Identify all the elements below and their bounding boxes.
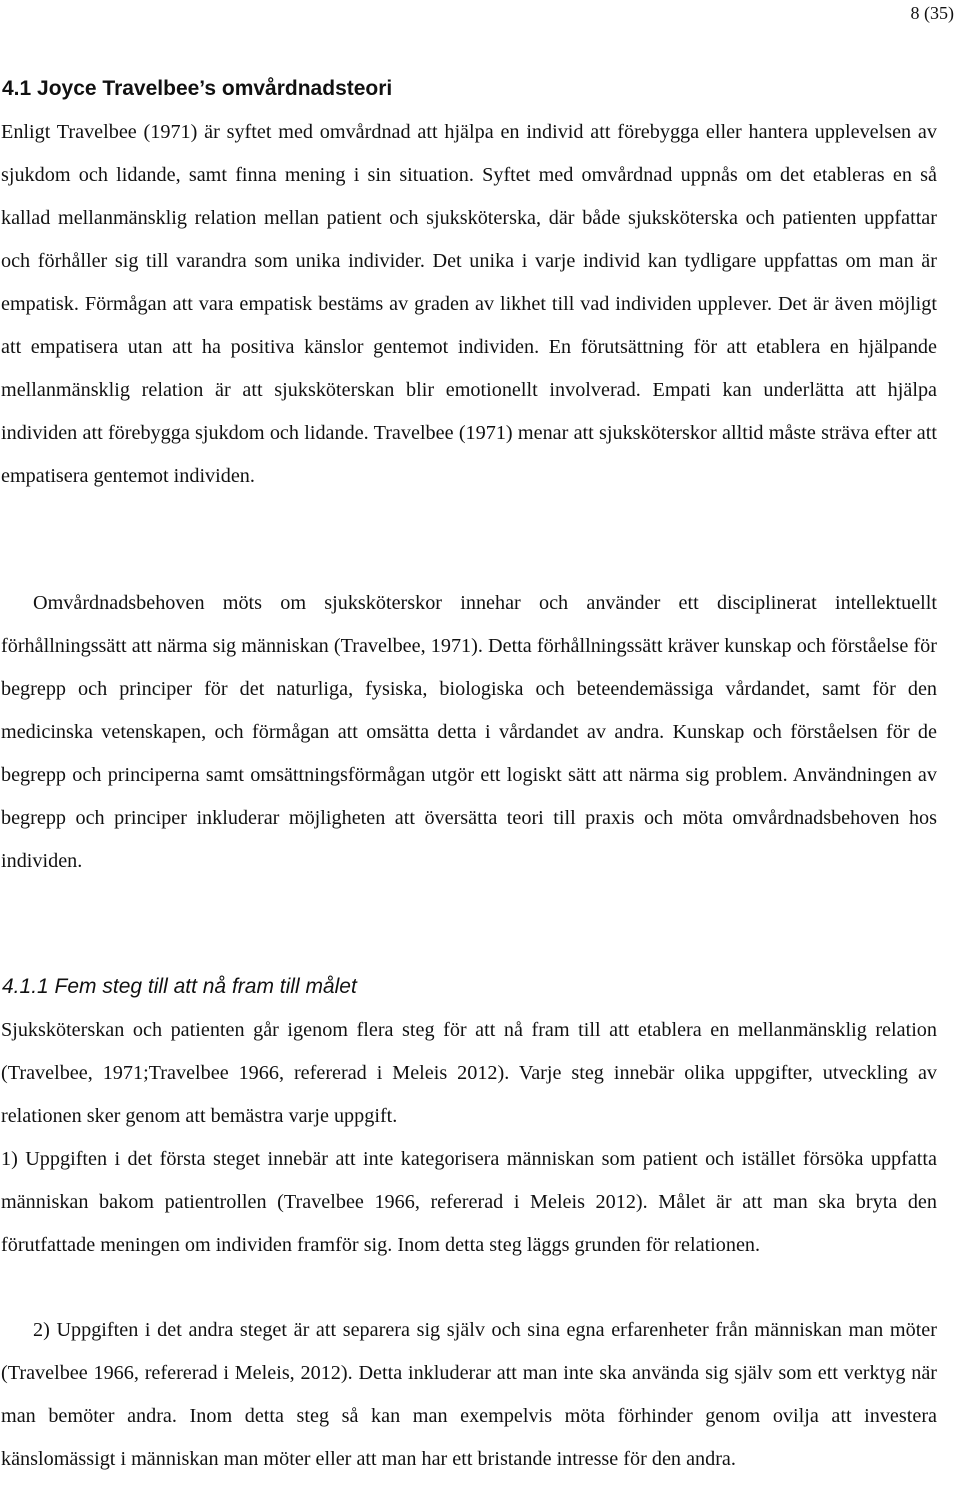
section-heading: 4.1 Joyce Travelbee’s omvårdnadsteori: [2, 77, 393, 100]
step-paragraph: 1) Uppgiften i det första steget innebär att inte kategorisera människan som patient och istället försöka uppfatta människan bakom patientrollen (Travelbee 1966, refererad i Meleis 2012). Målet är att man ska bryta den förutfattade meningen om individen framför sig. Inom detta steg läggs grunden för relationen.: [1, 1148, 937, 1256]
body-paragraph: Enligt Travelbee (1971) är syftet med omvårdnad att hjälpa en individ att förebygga eller hantera upplevelsen av sjukdom och lidande, samt finna mening i sin situation. Syftet med omvårdnad uppnås om det etableras en så kallad mellanmänsklig relation mellan patient och sjuksköterska, där både sjuksköterska och patienten uppfattar och förhåller sig till varandra som unika individer. Det unika i varje individ kan tydligare uppfattas om man är empatisk. Förmågan att vara empatisk bestäms av graden av likhet till vad individen upplever. Det är även möjligt att empatisera utan att ha positiva känslor gentemot individen. En förutsättning för att etablera en hjälpande mellanmänsklig relation är att sjuksköterskan blir emotionellt involverad. Empati kan underlätta att hjälpa individen att förebygga sjukdom och lidande. Travelbee (1971) menar att sjuksköterskor alltid måste sträva efter att empatisera gentemot individen.: [1, 121, 937, 487]
body-paragraph: Omvårdnadsbehoven möts om sjuksköterskor innehar och använder ett disciplinerat intellektuellt förhållningssätt att närma sig människan (Travelbee, 1971). Detta förhållningssätt kräver kunskap och förståelse för begrepp och principer för det naturliga, fysiska, biologiska och beteendemässiga vårdandet, samt för den medicinska vetenskapen, och förmågan att omsätta detta i vårdandet av andra. Kunskap och förståelsen för de begrepp och principerna samt omsättningsförmågan utgör ett logiskt sätt att närma sig problem. Användningen av begrepp och principer inkluderar möjligheten att översätta teori till praxis och möta omvårdnadsbehoven hos individen.: [1, 592, 937, 872]
subsection-heading: 4.1.1 Fem steg till att nå fram till målet: [2, 975, 357, 998]
step-paragraph: 2) Uppgiften i det andra steget är att separera sig själv och sina egna erfarenheter från människan man möter (Travelbee 1966, refererad i Meleis, 2012). Detta inkluderar att man inte ska använda sig själv som ett verktyg när man bemöter andra. Inom detta steg så kan man exempelvis möta förhinder genom ovilja att investera känslomässigt i människan man möter eller att man har ett bristande intresse för den andra.: [1, 1319, 937, 1470]
body-paragraph: Sjuksköterskan och patienten går igenom flera steg för att nå fram till att etablera en mellanmänsklig relation (Travelbee, 1971;Travelbee 1966, refererad i Meleis 2012). Varje steg innebär olika uppgifter, utveckling av relationen sker genom att bemästra varje uppgift.: [1, 1019, 937, 1127]
page-number: 8 (35): [910, 3, 954, 23]
